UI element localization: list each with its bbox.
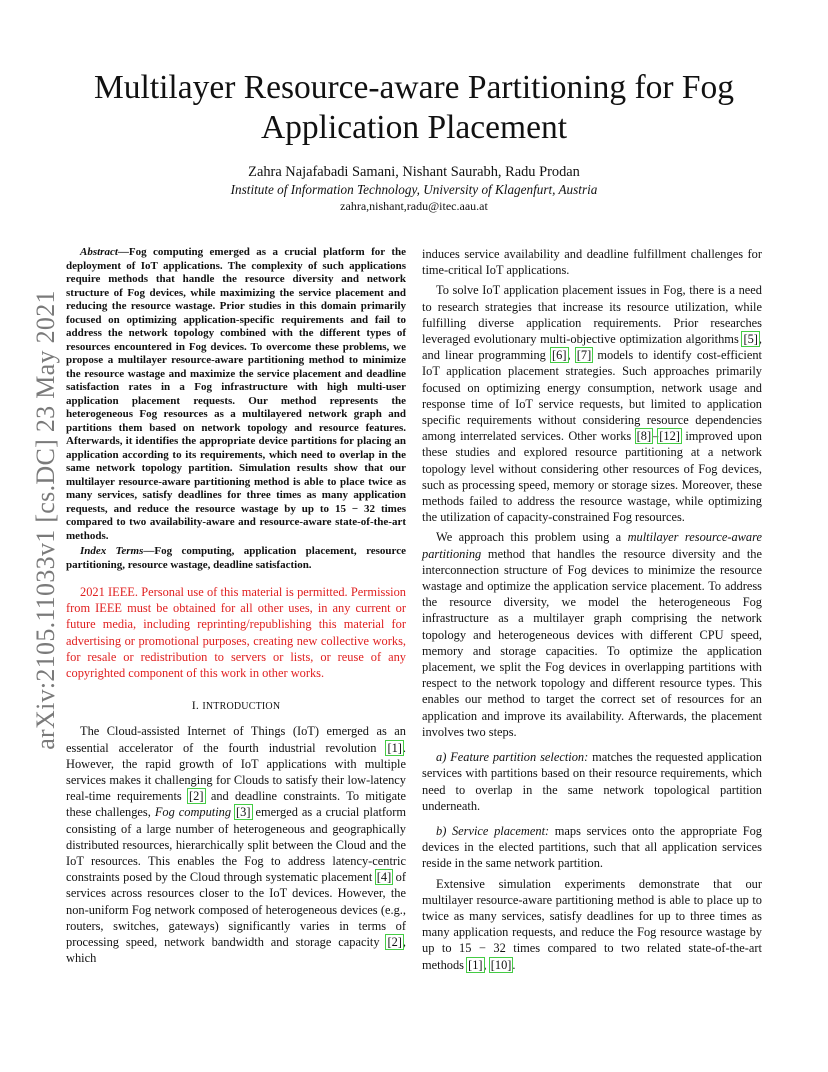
section-title: INTRODUCTION: [202, 701, 281, 713]
copyright-notice: 2021 IEEE. Personal use of this material is permitted. Permission from IEEE must be obtained for all other uses, in any current or future media, including reprinting/republishing this material for advertising or promotional purposes, creating new collective works, for resale or redistribution to servers or lists, or reuse of any copyrighted component of this work in other works.: [66, 585, 406, 681]
text-run: –: [652, 429, 659, 444]
citation-link[interactable]: [5]: [743, 332, 758, 347]
text-run: improved upon these studies and explored resource partitioning at a network topology level without considering other resources of Fog devices, such as processing speed, memory or storage sizes. Moreover, these methods failed to address the resource wastage, while optimizing the utilization of capacity-constrained Fog resources.: [422, 429, 762, 525]
text-run: method that handles the resource diversity and the interconnection structure of Fog devices to minimize the resource wastage and optimize the application service placement. To address the resource diversity, we model the heterogeneous Fog infrastructure as a multilayer graph comprising the network topology and heterogeneous devices with different CPU speed, memory and storage capacities. To optimize the application placement, we split the Fog devices in overlapping partitions with respect to the network topology and different resource types. This enables our method to target the correct set of resources for an application and improve its availability. Afterwards, the placement involves two steps.: [422, 546, 762, 739]
abstract-label: Abstract: [80, 246, 118, 258]
left-column: [66, 246, 406, 966]
text-run: .: [512, 957, 516, 972]
text-run: , which: [66, 935, 406, 966]
intro-paragraph-1: [66, 723, 406, 966]
text-run: Extensive simulation experiments demonstrate that our multilayer resource-aware partitioning method is able to place up to twice as many services, satisfy deadlines for up to three times as many application requests, and reduce the Fog resource wastage by up to 15 − 32 times compared to two related state-of-the-art methods: [422, 876, 762, 972]
text-run: matches the requested application services with partitions based on their resource requirements, which need to overlap in the same network topological partition underneath.: [422, 750, 762, 813]
intro-paragraph-3: [422, 529, 762, 740]
citation-link[interactable]: [2]: [387, 935, 402, 950]
index-terms: [66, 545, 406, 572]
text-run: of services across resources closer to the IoT devices. However, the non-uniform Fog network composed of heterogeneous devices (e.g., routers, switches, gateways) significantly varies in terms of processing speed, network bandwidth and storage capacity: [66, 870, 407, 950]
text-run: maps services onto the appropriate Fog devices in the elected partitions, such that all application services reside in the same network partition.: [422, 823, 762, 871]
text-run: The Cloud-assisted Internet of Things (IoT) emerged as an essential accelerator of the fourth industrial revolution: [66, 724, 406, 755]
text-run: models to identify cost-efficient IoT application placement strategies. Such approaches primarily focused on optimizing energy consumption, network usage and response time of IoT service requests, but limited to application specific requirements without considering resource dependencies among interrelated services. Other works: [422, 348, 762, 444]
text-run: . However, the rapid growth of IoT applications with multiple services makes it challenging for Clouds to satisfy their low-latency real-time requirements: [66, 740, 406, 804]
step-service-placement: [422, 823, 762, 872]
abstract-text: —Fog computing emerged as a crucial platform for the deployment of IoT applications. The complexity of such applications require methods that handle the resource diversity and network structure of Fog devices, while maximizing the service placement and reducing the resource wastage. Prior studies in this domain primarily focused on optimizing application-specific requirements and fail to address the network topology combined with the different types of resources encountered in Fog devices. To overcome these problems, we propose a multilayer resource-aware partitioning method to minimize the resource wastage and maximize the service placement and deadline satisfaction rates in a Fog infrastructure with high multi-user application placement requests. Our method represents the heterogeneous Fog resources as a multilayered network graph and partitions them based on network topology and resource features. Afterwards, it identifies the appropriate device partitions for placing an application according to its requirements, which need to overlap in the same network topology partition. Simulation results show that our multilayer resource-aware partitioning method is able to place twice as many services, satisfy deadlines for three times as many application requests, and reduce the resource wastage by up to 15 − 32 times compared to two availability-aware and resource-aware state-of-the-art methods.: [66, 246, 406, 542]
arxiv-identifier: [26, 280, 66, 760]
citation-link[interactable]: [1]: [468, 957, 483, 972]
citation-link[interactable]: [2]: [189, 789, 204, 804]
citation-link[interactable]: [1]: [387, 740, 402, 755]
text-run: and deadline constraints. To mitigate these challenges,: [66, 789, 407, 820]
abstract: [66, 246, 406, 543]
emphasis-method-name: multilayer resource-aware partitioning: [422, 530, 762, 561]
author-list: Zahra Najafabadi Samani, Nishant Saurabh, Radu Prodan: [248, 164, 580, 180]
text-run: We approach this problem using a: [436, 530, 628, 545]
emphasis-fog-computing: Fog computing: [154, 805, 232, 820]
continued-paragraph: induces service availability and deadline fulfillment challenges for time-critical IoT applications.: [422, 247, 762, 278]
text-run: , and linear programming: [422, 332, 762, 363]
text-run: ,: [483, 957, 490, 972]
text-run: To solve IoT application placement issues in Fog, there is a need to research strategies that increase its resource utilization, while fulfilling diverse application requirements. Prior researches leveraged evolutionary multi-objective optimization algorithms: [422, 283, 762, 347]
text-run: emerged as a crucial platform consisting of a large number of heterogeneous and geographically distributed resources, hierarchically split between the Cloud and the IoT resources. This enables the Fog to address latency-centric constraints posed by the Cloud through systematic placement: [66, 805, 407, 885]
citation-link[interactable]: [10]: [490, 957, 512, 972]
section-numeral: I.: [191, 698, 203, 713]
citation-link[interactable]: [12]: [659, 429, 680, 444]
step-b-label: b) Service placement:: [436, 823, 550, 838]
intro-paragraph-4: [422, 876, 762, 973]
intro-paragraph-2: [422, 282, 762, 525]
section-heading-introduction: [66, 697, 406, 715]
citation-link[interactable]: [7]: [576, 348, 592, 363]
affiliation: Institute of Information Technology, University of Klagenfurt, Austria: [230, 182, 598, 197]
citation-link[interactable]: [3]: [236, 805, 251, 820]
author-email: zahra,nishant,radu@itec.aau.at: [340, 199, 488, 213]
arxiv-id-text: arXiv:2105.11033v1 [cs.DC] 23 May 2021: [31, 290, 61, 750]
step-feature-partition-selection: [422, 749, 762, 814]
index-terms-label: Index Terms: [80, 545, 144, 557]
right-column: [422, 246, 762, 973]
text-run: ,: [567, 348, 576, 363]
citation-link[interactable]: [4]: [376, 870, 392, 885]
citation-link[interactable]: [8]: [636, 429, 652, 444]
citation-link[interactable]: [6]: [552, 348, 567, 363]
step-a-label: a) Feature partition selection:: [436, 750, 589, 765]
index-terms-text: —Fog computing, application placement, resource partitioning, resource wastage, deadline satisfaction.: [66, 545, 406, 571]
paper-title: Multilayer Resource-aware Partitioning for Fog Application Placement: [93, 69, 735, 146]
